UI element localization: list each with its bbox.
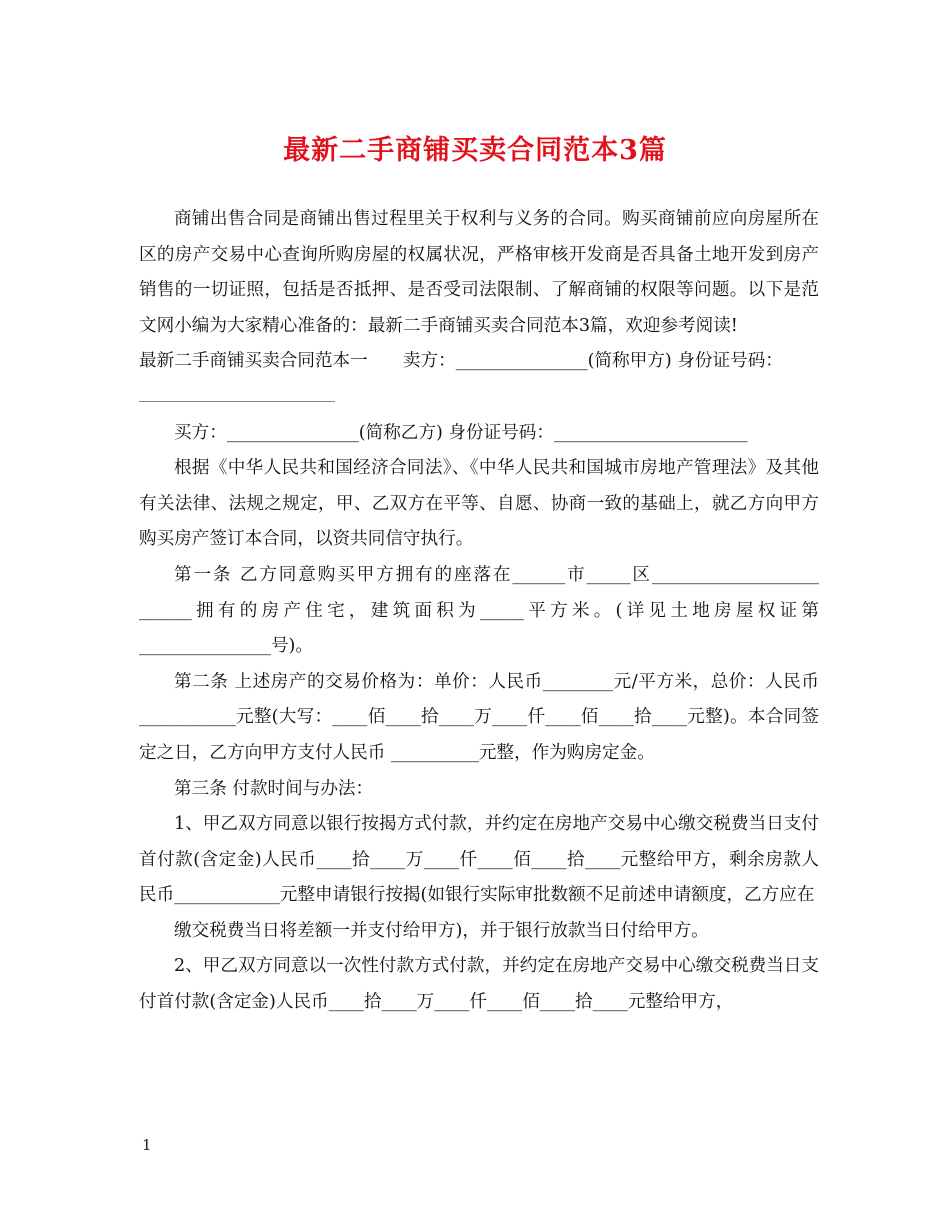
payment-option-one-paragraph: 1、甲乙双方同意以银行按揭方式付款，并约定在房地产交易中心缴交税费当日支付首付款(含定金)人民币____拾____万____仟____佰____拾____元整给甲方，剩余房款人民币____________元整申请银行按揭(如银行实际审批数额不足前述申请额度，乙方应在 <box>139 814 819 906</box>
legal-basis-paragraph: 根据《中华人民共和国经济合同法》、《中华人民共和国城市房地产管理法》及其他有关法律、法规之规定，甲、乙双方在平等、自愿、协商一致的基础上，就乙方向甲方购买房产签订本合同，以资共同信守执行。 <box>139 458 819 550</box>
page-number: 1 <box>142 1136 152 1154</box>
article-two-paragraph: 第二条 上述房产的交易价格为：单价：人民币________元/平方米，总价：人民币___________元整(大写：____佰____拾____万____仟____佰____拾____元整)。本合同签定之日，乙方向甲方支付人民币 __________元整，作为购房定金。 <box>139 671 819 763</box>
document-body <box>139 202 819 1021</box>
buyer-line: 买方：_______________(简称乙方) 身份证号码：______________________ <box>174 422 748 443</box>
intro-paragraph: 商铺出售合同是商铺出售过程里关于权利与义务的合同。购买商铺前应向房屋所在区的房产交易中心查询所购房屋的权属状况，严格审核开发商是否具备土地开发到房产销售的一切证照，包括是否抵押、是否受司法限制、了解商铺的权限等问题。以下是范文网小编为大家精心准备的：最新二手商铺买卖合同范本3篇，欢迎参考阅读! <box>139 209 819 336</box>
blank-underline <box>139 401 335 402</box>
payment-option-two-paragraph: 2、甲乙双方同意以一次性付款方式付款，并约定在房地产交易中心缴交税费当日支付首付款(含定金)人民币____拾____万____仟____佰____拾____元整给甲方， <box>139 956 819 1013</box>
contract-one-heading-line: 最新二手商铺买卖合同范本一 卖方：_______________(简称甲方) 身份证号码： <box>139 351 783 372</box>
payment-option-one-continuation: 缴交税费当日将差额一并支付给甲方)，并于银行放款当日付给甲方。 <box>174 920 709 941</box>
id-number-blank-line <box>139 380 819 416</box>
article-three-heading: 第三条 付款时间与办法： <box>174 778 374 799</box>
document-title: 最新二手商铺买卖合同范本3篇 <box>283 135 667 166</box>
article-one-paragraph: 第一条 乙方同意购买甲方拥有的座落在______市_____区___________________ ______拥有的房产住宅，建筑面积为_____平方米。(详见土地房屋权证第_______________号)。 <box>139 564 819 657</box>
